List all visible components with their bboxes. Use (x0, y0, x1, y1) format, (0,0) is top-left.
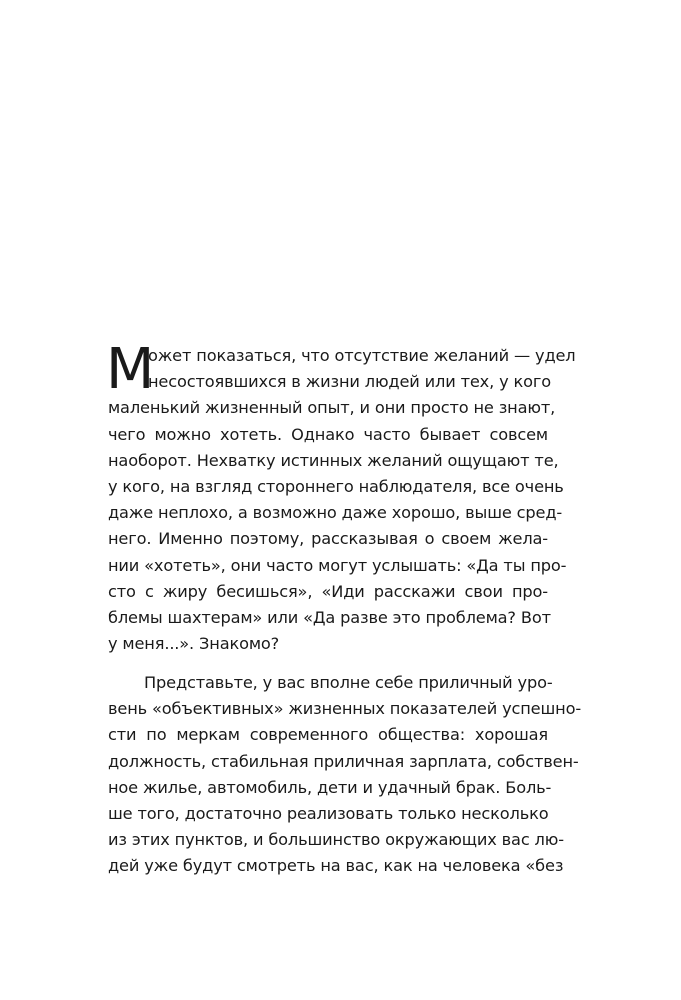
text-line: маленький жизненный опыт, и они просто не знают, (108, 398, 556, 418)
text-line: блемы шахтерам» или «Да разве это проблема? Вот (108, 607, 551, 627)
text-line: наоборот. Нехватку истинных желаний ощущают те, (108, 450, 559, 470)
text-line: дей уже будут смотреть на вас, как на человека «без (108, 856, 564, 876)
text-line: ожет показаться, что отсутствие желаний — удел (148, 346, 576, 365)
text-line: из этих пунктов, и большинство окружающих вас лю- (108, 830, 564, 850)
text-line: сти по меркам современного общества: хорошая (108, 725, 548, 745)
text-line: вень «объективных» жизненных показателей успешно- (108, 699, 582, 719)
text-line: ное жилье, автомобиль, дети и удачный брак. Боль- (108, 777, 552, 797)
text-line: должность, стабильная приличная зарплата, собствен- (108, 751, 579, 771)
text-line: Представьте, у вас вполне себе приличный уро- (144, 673, 553, 692)
drop-cap: М (106, 337, 154, 402)
text-line: ше того, достаточно реализовать только несколько (108, 803, 549, 823)
text-line: даже неплохо, а возможно даже хорошо, выше сред- (108, 503, 563, 523)
text-line: него. Именно поэтому, рассказывая о своем жела- (108, 529, 548, 549)
text-line: у кого, на взгляд стороннего наблюдателя, все очень (108, 476, 564, 496)
text-line: несостоявшихся в жизни людей или тех, у кого (148, 372, 551, 392)
paragraph-2 (108, 670, 582, 880)
text-line: у меня...». Знакомо? (108, 634, 280, 654)
paragraph-1 (106, 337, 576, 657)
text-line: сто с жиру бесишься», «Иди расскажи свои про- (108, 581, 548, 601)
text-line: нии «хотеть», они часто могут услышать: «Да ты про- (108, 555, 567, 575)
text-line: чего можно хотеть. Однако часто бывает совсем (108, 424, 548, 444)
